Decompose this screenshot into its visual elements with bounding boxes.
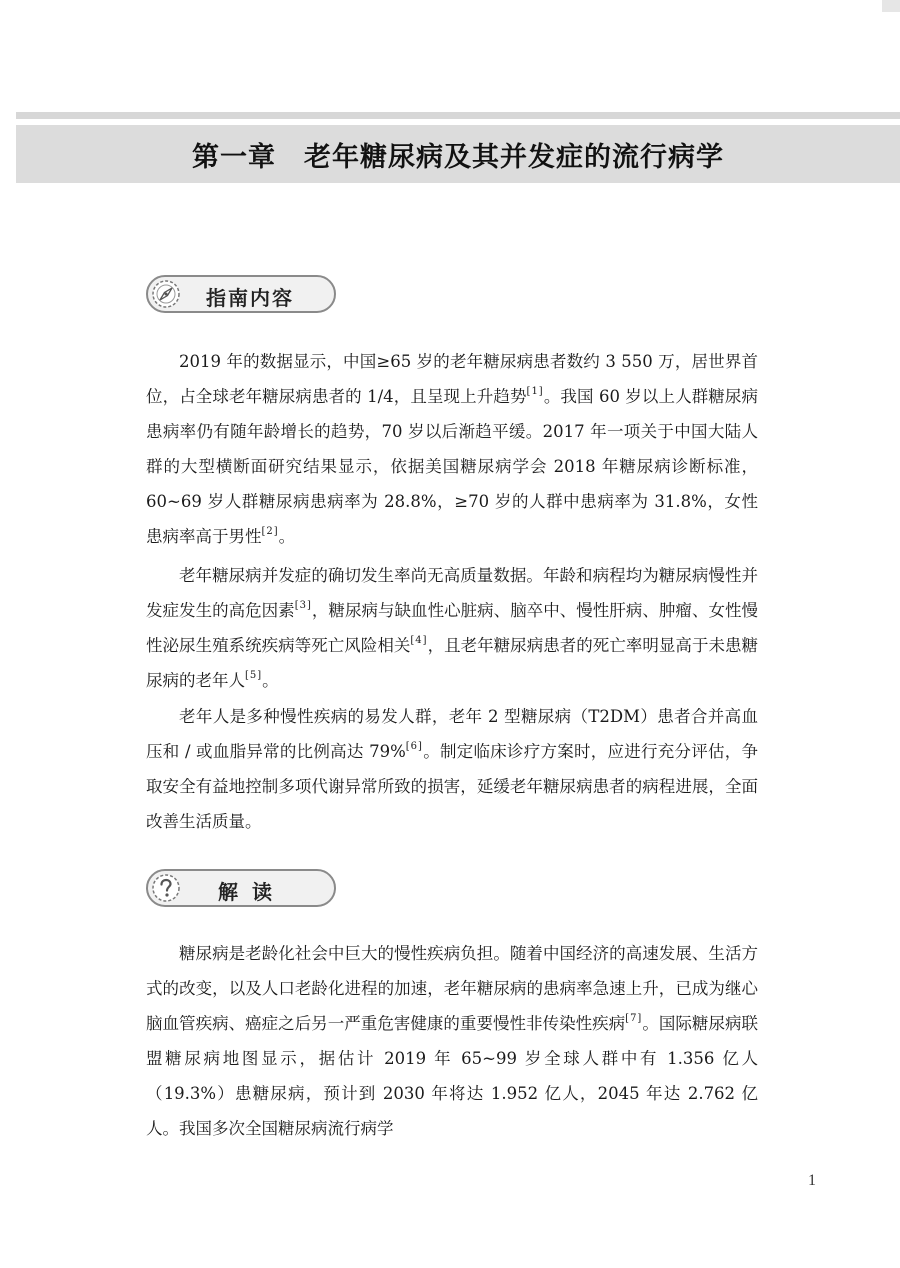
text-run: 。制定临床诊疗方案时，应进行充分评估，争取安全有益地控制多项代谢异常所致的损害，延缓老年糖尿病患者的病程进展，全面改善生活质量。 xyxy=(146,742,759,831)
text-run: 老年人是多种慢性疾病的易发人群，老年 2 型糖尿病（T2DM）患者合并高血压和 / 或血脂异常的比例高达 79% xyxy=(146,707,758,761)
citation-ref: [5] xyxy=(245,670,263,681)
question-icon xyxy=(151,873,181,903)
citation-ref: [6] xyxy=(405,741,423,752)
citation-ref: [2] xyxy=(261,526,279,537)
section-label-interpretation xyxy=(146,869,336,907)
page-number: 1 xyxy=(808,1172,816,1189)
text-run: 2019 年的数据显示，中国≥65 岁的老年糖尿病患者数约 3 550 万，居世界首位，占全球老年糖尿病患者的 1/4，且呈现上升趋势 xyxy=(146,352,758,406)
citation-ref: [3] xyxy=(294,600,312,611)
text-run: 。 xyxy=(278,527,296,546)
text-run: ，且老年糖尿病患者的死亡率明显高于未患糖尿病的老年人 xyxy=(146,636,759,690)
citation-ref: [7] xyxy=(625,1013,643,1024)
section-label-text: 指南内容 xyxy=(206,286,294,310)
section-label-guide xyxy=(146,275,336,313)
compass-icon xyxy=(151,279,181,309)
text-run: 。 xyxy=(262,671,279,690)
corner-mark xyxy=(882,0,900,12)
paragraph-prevalence xyxy=(146,344,758,554)
paragraph-complications xyxy=(146,558,758,698)
paragraph-interpretation xyxy=(146,936,758,1146)
text-run: 。我国 60 岁以上人群糖尿病患病率仍有随年龄增长的趋势，70 岁以后渐趋平缓。2017 年一项关于中国大陆人群的大型横断面研究结果显示，依据美国糖尿病学会 2018 年糖尿病诊断标准，60~69 岁人群糖尿病患病率为 28.8%，≥70 岁的人群中患病率为 31.8%，女性患病率高于男性 xyxy=(146,387,758,546)
text-run: ，糖尿病与缺血性心脏病、脑卒中、慢性肝病、肿瘤、女性慢性泌尿生殖系统疾病等死亡风险相关 xyxy=(146,601,759,655)
section-label-text: 解读 xyxy=(218,880,286,904)
top-rule xyxy=(16,112,900,119)
citation-ref: [1] xyxy=(526,386,544,397)
paragraph-comorbidity xyxy=(146,699,758,839)
chapter-title: 第一章 老年糖尿病及其并发症的流行病学 xyxy=(192,141,724,173)
citation-ref: [4] xyxy=(410,635,428,646)
chapter-header xyxy=(16,125,900,183)
text-run: 。国际糖尿病联盟糖尿病地图显示，据估计 2019 年 65~99 岁全球人群中有 1.356 亿人（19.3%）患糖尿病，预计到 2030 年将达 1.952 亿人，2045 年达 2.762 亿人。我国多次全国糖尿病流行病学 xyxy=(146,1014,759,1138)
text-run: 老年糖尿病并发症的确切发生率尚无高质量数据。年龄和病程均为糖尿病慢性并发症发生的高危因素 xyxy=(146,566,758,620)
text-run: 糖尿病是老龄化社会中巨大的慢性疾病负担。随着中国经济的高速发展、生活方式的改变，以及人口老龄化进程的加速，老年糖尿病的患病率急速上升，已成为继心脑血管疾病、癌症之后另一严重危害健康的重要慢性非传染性疾病 xyxy=(146,944,758,1033)
